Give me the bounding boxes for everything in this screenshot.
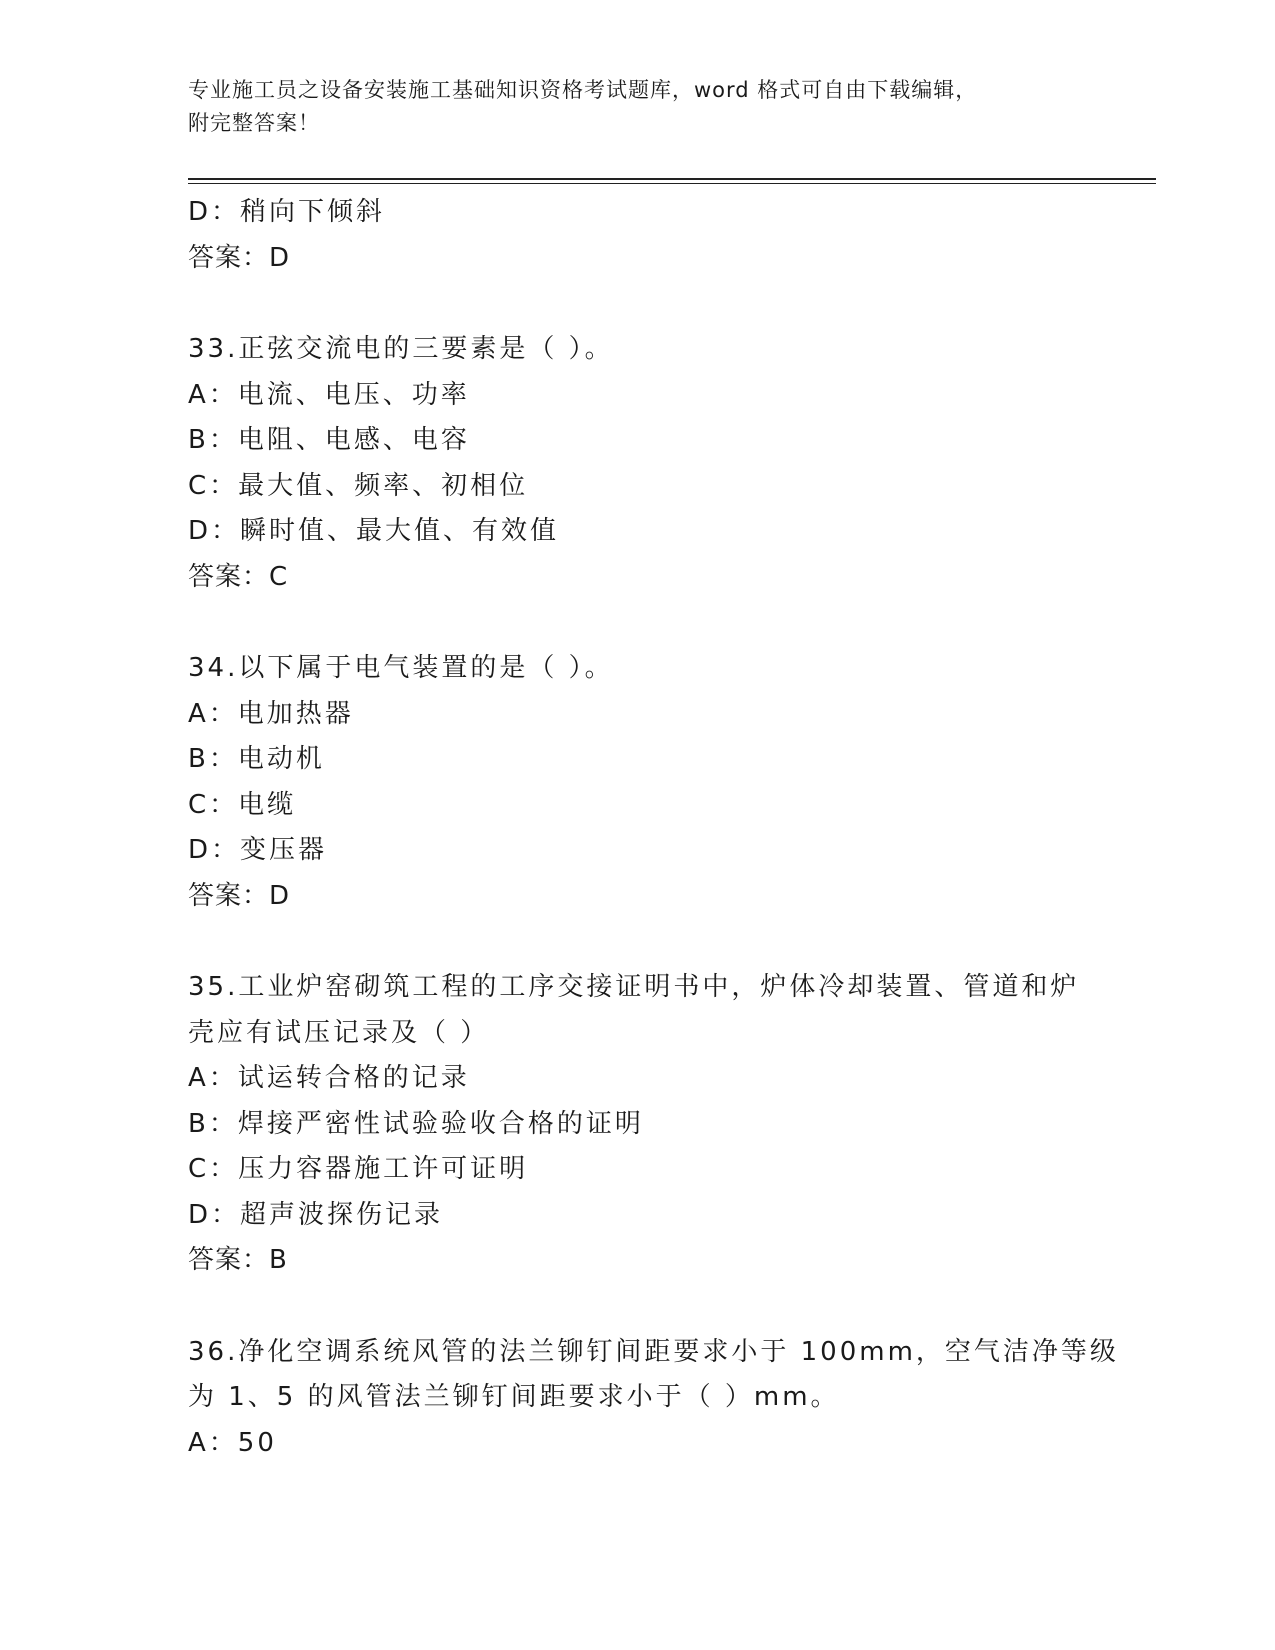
option-a: A：电流、电压、功率 <box>188 379 470 410</box>
question-33 <box>188 327 1088 600</box>
spacer <box>188 281 1088 327</box>
option-d: D：瞬时值、最大值、有效值 <box>188 516 560 546</box>
answer: 答案：D <box>188 242 291 273</box>
question-35 <box>188 965 1088 1284</box>
question-stem: 34.以下属于电气装置的是（ ）。 <box>188 653 614 683</box>
option-d: D：超声波探伤记录 <box>188 1199 444 1230</box>
option-b: B：焊接严密性试验验收合格的证明 <box>188 1108 644 1139</box>
option-c: C：压力容器施工许可证明 <box>188 1154 529 1184</box>
header-line-1: 专业施工员之设备安装施工基础知识资格考试题库，word 格式可自由下载编辑， <box>188 78 978 102</box>
spacer <box>188 600 1088 646</box>
question-34 <box>188 646 1088 919</box>
answer: 答案：C <box>188 561 289 592</box>
option-a: A：电加热器 <box>188 698 354 729</box>
question-32-tail <box>188 190 1088 281</box>
document-header <box>188 74 1088 140</box>
question-36 <box>188 1330 1119 1467</box>
option-b: B：电阻、电感、电容 <box>188 425 470 455</box>
header-divider-thick <box>188 178 1156 180</box>
option-d: D：稍向下倾斜 <box>188 197 386 227</box>
question-list <box>188 190 1119 1466</box>
question-stem-line-2: 壳应有试压记录及（ ） <box>188 1017 490 1048</box>
answer: 答案：D <box>188 880 291 911</box>
header-divider-thin <box>188 183 1156 184</box>
option-c: C：电缆 <box>188 789 297 820</box>
spacer <box>188 919 1088 965</box>
question-stem-line-1: 35.工业炉窑砌筑工程的工序交接证明书中，炉体冷却装置、管道和炉 <box>188 972 1080 1002</box>
question-stem-line-1: 36.净化空调系统风管的法兰铆钉间距要求小于 100mm，空气洁净等级 <box>188 1336 1119 1367</box>
option-a: A：试运转合格的记录 <box>188 1063 470 1093</box>
option-a: A：50 <box>188 1427 277 1458</box>
option-d: D：变压器 <box>188 835 328 865</box>
answer: 答案：B <box>188 1245 288 1275</box>
question-stem-line-2: 为 1、5 的风管法兰铆钉间距要求小于（ ）mm。 <box>188 1382 840 1412</box>
question-stem: 33.正弦交流电的三要素是（ ）。 <box>188 334 614 364</box>
header-line-2: 附完整答案！ <box>188 111 320 135</box>
option-c: C：最大值、频率、初相位 <box>188 470 529 501</box>
option-b: B：电动机 <box>188 744 325 774</box>
spacer <box>188 1284 1088 1330</box>
